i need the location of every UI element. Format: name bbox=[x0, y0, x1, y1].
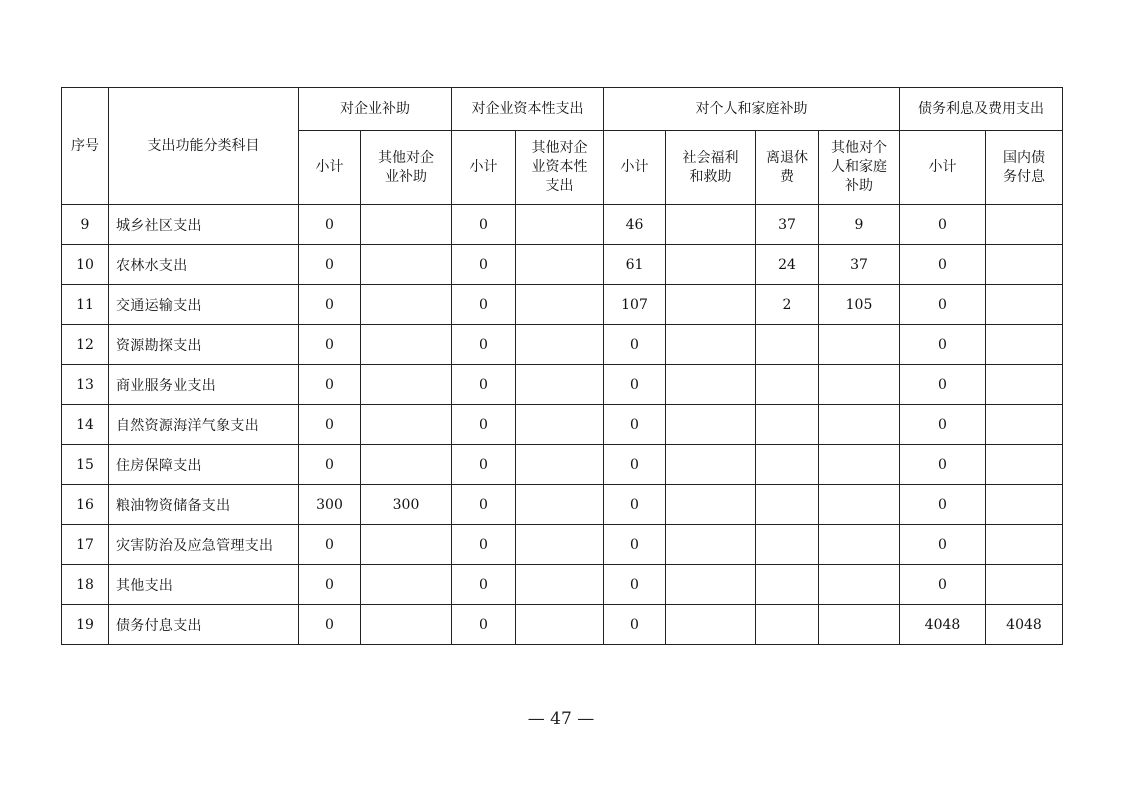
row-seq-cell: 19 bbox=[62, 605, 109, 645]
table-cell: 9 bbox=[819, 205, 900, 245]
table-cell bbox=[516, 285, 604, 325]
table-cell bbox=[819, 485, 900, 525]
table-cell: 4048 bbox=[900, 605, 986, 645]
table-cell: 0 bbox=[452, 565, 516, 605]
table-cell: 0 bbox=[900, 405, 986, 445]
table-cell bbox=[986, 365, 1063, 405]
table-cell bbox=[819, 405, 900, 445]
table-cell: 0 bbox=[299, 565, 361, 605]
table-cell: 0 bbox=[604, 605, 666, 645]
table-cell bbox=[756, 445, 819, 485]
table-cell: 46 bbox=[604, 205, 666, 245]
header-subcolumn: 社会福利 和救助 bbox=[666, 131, 756, 205]
table-cell bbox=[666, 525, 756, 565]
row-seq-cell: 18 bbox=[62, 565, 109, 605]
table-row bbox=[62, 365, 1063, 405]
row-subject-cell: 其他支出 bbox=[109, 565, 299, 605]
row-seq-cell: 17 bbox=[62, 525, 109, 565]
table-cell: 0 bbox=[452, 605, 516, 645]
table-cell: 0 bbox=[900, 205, 986, 245]
table-cell bbox=[756, 565, 819, 605]
table-cell bbox=[516, 405, 604, 445]
row-seq-cell: 9 bbox=[62, 205, 109, 245]
header-row-groups bbox=[62, 88, 1063, 131]
table-cell: 0 bbox=[452, 285, 516, 325]
table-body bbox=[62, 205, 1063, 645]
table-cell bbox=[986, 245, 1063, 285]
table-cell bbox=[986, 565, 1063, 605]
table-cell bbox=[361, 365, 452, 405]
row-seq-cell: 14 bbox=[62, 405, 109, 445]
table-cell bbox=[361, 325, 452, 365]
table-cell: 0 bbox=[299, 365, 361, 405]
table-cell bbox=[361, 405, 452, 445]
table-cell bbox=[819, 365, 900, 405]
table-cell bbox=[986, 525, 1063, 565]
table-row bbox=[62, 565, 1063, 605]
row-subject-cell: 资源勘探支出 bbox=[109, 325, 299, 365]
header-subcolumn: 其他对个 人和家庭 补助 bbox=[819, 131, 900, 205]
table-cell bbox=[666, 565, 756, 605]
table-cell: 0 bbox=[452, 325, 516, 365]
table-cell: 0 bbox=[900, 485, 986, 525]
table-cell bbox=[756, 605, 819, 645]
row-seq-cell: 11 bbox=[62, 285, 109, 325]
table-cell bbox=[666, 325, 756, 365]
table-cell bbox=[516, 205, 604, 245]
table-cell bbox=[516, 565, 604, 605]
table-row bbox=[62, 245, 1063, 285]
table-cell bbox=[666, 445, 756, 485]
table-cell bbox=[666, 405, 756, 445]
table-cell: 0 bbox=[299, 405, 361, 445]
table-cell: 61 bbox=[604, 245, 666, 285]
table-cell: 0 bbox=[604, 485, 666, 525]
table-cell: 0 bbox=[604, 325, 666, 365]
table-cell bbox=[516, 605, 604, 645]
header-subcolumn: 国内债 务付息 bbox=[986, 131, 1063, 205]
header-subject: 支出功能分类科目 bbox=[109, 88, 299, 205]
table-row bbox=[62, 605, 1063, 645]
table-cell bbox=[986, 285, 1063, 325]
table-cell bbox=[666, 485, 756, 525]
row-seq-cell: 16 bbox=[62, 485, 109, 525]
table-cell: 0 bbox=[452, 205, 516, 245]
table-cell bbox=[361, 605, 452, 645]
row-subject-cell: 住房保障支出 bbox=[109, 445, 299, 485]
header-group: 对个人和家庭补助 bbox=[604, 88, 900, 131]
header-group: 对企业补助 bbox=[299, 88, 452, 131]
header-subcolumn: 其他对企 业补助 bbox=[361, 131, 452, 205]
table-cell bbox=[756, 525, 819, 565]
table-cell: 0 bbox=[900, 245, 986, 285]
table-cell: 0 bbox=[299, 525, 361, 565]
table-cell bbox=[986, 205, 1063, 245]
table-cell bbox=[819, 445, 900, 485]
table-cell: 0 bbox=[452, 245, 516, 285]
table-cell: 0 bbox=[452, 445, 516, 485]
table-cell: 0 bbox=[900, 445, 986, 485]
row-subject-cell: 城乡社区支出 bbox=[109, 205, 299, 245]
header-subcolumn: 离退休 费 bbox=[756, 131, 819, 205]
header-group: 对企业资本性支出 bbox=[452, 88, 604, 131]
row-seq-cell: 13 bbox=[62, 365, 109, 405]
table-cell bbox=[516, 445, 604, 485]
table-cell bbox=[666, 205, 756, 245]
table-cell bbox=[819, 605, 900, 645]
table-row bbox=[62, 405, 1063, 445]
table-cell bbox=[819, 325, 900, 365]
row-seq-cell: 15 bbox=[62, 445, 109, 485]
table-cell bbox=[516, 245, 604, 285]
table-row bbox=[62, 205, 1063, 245]
header-subcolumn: 小计 bbox=[604, 131, 666, 205]
table-cell bbox=[986, 325, 1063, 365]
table-cell: 37 bbox=[756, 205, 819, 245]
row-subject-cell: 债务付息支出 bbox=[109, 605, 299, 645]
table-cell: 0 bbox=[900, 525, 986, 565]
page-number: — 47 — bbox=[527, 709, 595, 729]
table-cell: 0 bbox=[299, 205, 361, 245]
row-subject-cell: 农林水支出 bbox=[109, 245, 299, 285]
table-cell bbox=[756, 405, 819, 445]
table-cell: 0 bbox=[900, 325, 986, 365]
table-cell: 0 bbox=[299, 605, 361, 645]
table-cell: 0 bbox=[604, 445, 666, 485]
table-cell bbox=[361, 445, 452, 485]
table-cell: 2 bbox=[756, 285, 819, 325]
table-cell: 0 bbox=[452, 365, 516, 405]
table-cell: 4048 bbox=[986, 605, 1063, 645]
table-cell bbox=[361, 525, 452, 565]
table-cell: 300 bbox=[361, 485, 452, 525]
row-seq-cell: 10 bbox=[62, 245, 109, 285]
table-cell bbox=[756, 485, 819, 525]
row-subject-cell: 交通运输支出 bbox=[109, 285, 299, 325]
table-cell: 0 bbox=[299, 285, 361, 325]
header-subcolumn: 小计 bbox=[900, 131, 986, 205]
table-cell bbox=[756, 325, 819, 365]
table-cell: 0 bbox=[299, 325, 361, 365]
table-row bbox=[62, 485, 1063, 525]
row-subject-cell: 粮油物资储备支出 bbox=[109, 485, 299, 525]
table-cell bbox=[666, 605, 756, 645]
table-cell: 300 bbox=[299, 485, 361, 525]
table-cell bbox=[361, 205, 452, 245]
expenditure-table bbox=[61, 87, 1063, 645]
table-row bbox=[62, 285, 1063, 325]
table-cell bbox=[516, 325, 604, 365]
table-cell bbox=[516, 485, 604, 525]
table-cell bbox=[819, 525, 900, 565]
table-cell: 0 bbox=[604, 365, 666, 405]
table-cell bbox=[361, 245, 452, 285]
table-cell bbox=[986, 405, 1063, 445]
header-subcolumn: 其他对企 业资本性 支出 bbox=[516, 131, 604, 205]
table-cell: 107 bbox=[604, 285, 666, 325]
table-cell: 0 bbox=[604, 565, 666, 605]
table-cell bbox=[666, 285, 756, 325]
table-cell bbox=[516, 525, 604, 565]
table-cell: 37 bbox=[819, 245, 900, 285]
header-seq: 序号 bbox=[62, 88, 109, 205]
table-cell bbox=[986, 445, 1063, 485]
table-cell bbox=[361, 285, 452, 325]
table-cell bbox=[666, 245, 756, 285]
header-group: 债务利息及费用支出 bbox=[900, 88, 1063, 131]
table-cell bbox=[819, 565, 900, 605]
table-cell: 0 bbox=[604, 405, 666, 445]
table-row bbox=[62, 525, 1063, 565]
table-cell bbox=[361, 565, 452, 605]
table-row bbox=[62, 325, 1063, 365]
table-row bbox=[62, 445, 1063, 485]
header-subcolumn: 小计 bbox=[452, 131, 516, 205]
table-cell bbox=[986, 485, 1063, 525]
row-subject-cell: 自然资源海洋气象支出 bbox=[109, 405, 299, 445]
table-cell bbox=[756, 365, 819, 405]
table-cell: 0 bbox=[604, 525, 666, 565]
table-cell: 0 bbox=[452, 405, 516, 445]
row-subject-cell: 灾害防治及应急管理支出 bbox=[109, 525, 299, 565]
table-cell: 0 bbox=[299, 245, 361, 285]
table-cell: 0 bbox=[452, 485, 516, 525]
header-subcolumn: 小计 bbox=[299, 131, 361, 205]
table-cell bbox=[666, 365, 756, 405]
table-cell: 0 bbox=[452, 525, 516, 565]
table-cell: 105 bbox=[819, 285, 900, 325]
table-cell: 0 bbox=[900, 365, 986, 405]
row-seq-cell: 12 bbox=[62, 325, 109, 365]
table-cell: 0 bbox=[299, 445, 361, 485]
table-cell bbox=[516, 365, 604, 405]
table-cell: 24 bbox=[756, 245, 819, 285]
row-subject-cell: 商业服务业支出 bbox=[109, 365, 299, 405]
table-cell: 0 bbox=[900, 285, 986, 325]
table-cell: 0 bbox=[900, 565, 986, 605]
